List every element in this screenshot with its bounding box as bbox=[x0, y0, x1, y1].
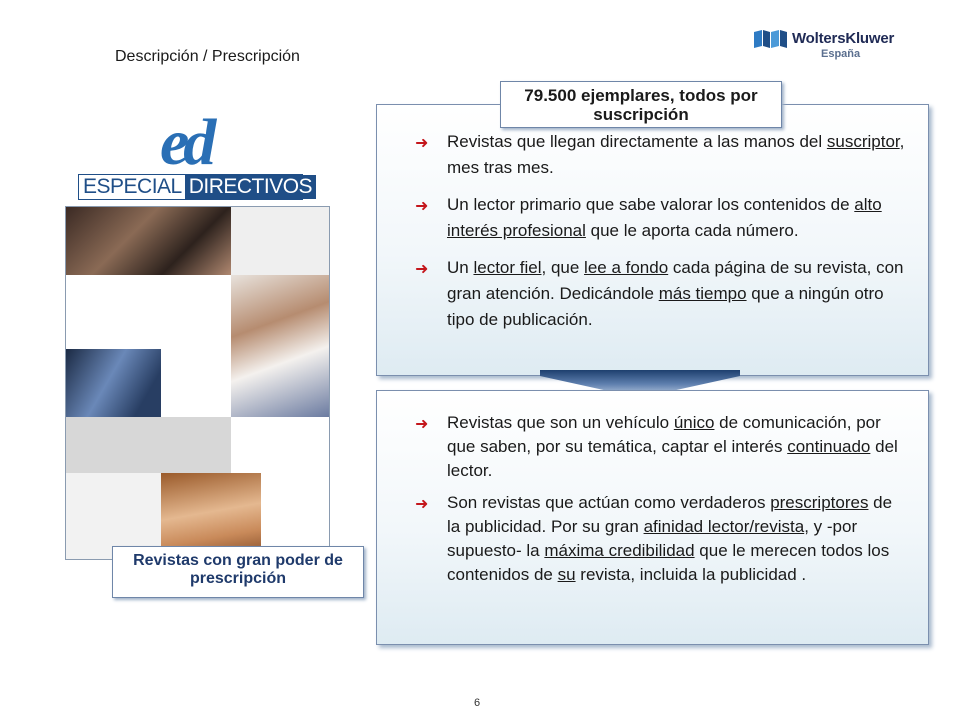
bullet-text: del lector. bbox=[447, 437, 898, 480]
bottom-bullet-list bbox=[415, 411, 910, 595]
bullet-text: revista, incluida la publicidad . bbox=[575, 565, 807, 584]
ed-logo-mark bbox=[160, 108, 232, 172]
circulation-headline: 79.500 ejemplares, todos por suscripción bbox=[500, 81, 782, 128]
bullet-text: de comunicación, por que saben, por su temática, captar el interés bbox=[447, 413, 881, 456]
especial-directivos-banner bbox=[78, 174, 313, 200]
banner-left-word: ESPECIAL bbox=[79, 175, 185, 199]
photo-crowd bbox=[66, 207, 231, 275]
red-arrow-icon: ➜ bbox=[415, 135, 429, 152]
bullet-text: que le aporta cada número. bbox=[585, 221, 799, 240]
photo-collage bbox=[65, 206, 330, 560]
bullet-item bbox=[415, 491, 910, 587]
bullet-text: Revistas que son un vehículo bbox=[447, 413, 674, 432]
underlined-phrase: más tiempo bbox=[658, 284, 747, 303]
underlined-phrase: su bbox=[557, 565, 576, 584]
photo-light-block bbox=[231, 207, 330, 275]
bullet-text: , mes tras mes. bbox=[447, 132, 905, 177]
bullet-item bbox=[415, 129, 910, 181]
bullet-text: cada página de su revista, con gran atención. Dedicándole bbox=[447, 258, 904, 303]
brand-name: WoltersKluwer bbox=[792, 30, 895, 47]
underlined-phrase: lector fiel bbox=[473, 258, 542, 277]
brand-country: España bbox=[821, 48, 861, 60]
photo-businessman bbox=[231, 275, 330, 417]
underlined-phrase: lee a fondo bbox=[584, 258, 669, 277]
bullet-text: que le merecen todos los contenidos de bbox=[447, 541, 890, 584]
top-info-panel bbox=[376, 104, 929, 376]
ed-logo-text: ed bbox=[160, 108, 211, 172]
page-title: Descripción / Prescripción bbox=[115, 48, 300, 65]
underlined-phrase: afinidad lector/revista bbox=[643, 517, 805, 536]
underlined-phrase: alto interés profesional bbox=[447, 195, 882, 240]
underlined-phrase: único bbox=[673, 413, 715, 432]
wolters-kluwer-logo bbox=[752, 28, 912, 68]
underlined-phrase: prescriptores bbox=[770, 493, 869, 512]
top-bullet-list bbox=[415, 129, 910, 344]
red-arrow-icon: ➜ bbox=[415, 416, 429, 433]
red-arrow-icon: ➜ bbox=[415, 496, 429, 513]
bullet-text: de la publicidad. Por su gran bbox=[447, 493, 893, 536]
photo-gray-block bbox=[66, 417, 231, 473]
bullet-item bbox=[415, 411, 910, 483]
underlined-phrase: máxima credibilidad bbox=[544, 541, 695, 560]
bullet-item bbox=[415, 192, 910, 244]
bullet-text: , que bbox=[541, 258, 585, 277]
page-number: 6 bbox=[474, 697, 481, 709]
red-arrow-icon: ➜ bbox=[415, 261, 429, 278]
red-arrow-icon: ➜ bbox=[415, 198, 429, 215]
bullet-item bbox=[415, 255, 910, 333]
collage-caption: Revistas con gran poder de prescripción bbox=[112, 546, 364, 598]
bullet-text: , y -por supuesto- la bbox=[447, 517, 858, 560]
book-stack-icon bbox=[752, 28, 788, 50]
bullet-text: Revistas que llegan directamente a las manos del bbox=[447, 132, 827, 151]
bottom-info-panel bbox=[376, 390, 929, 645]
bullet-text: Un lector primario que sabe valorar los contenidos de bbox=[447, 195, 855, 214]
bullet-text: Un bbox=[447, 258, 474, 277]
photo-mouse-hand bbox=[66, 349, 161, 417]
underlined-phrase: suscriptor bbox=[826, 132, 900, 151]
banner-right-word: DIRECTIVOS bbox=[185, 175, 316, 199]
underlined-phrase: continuado bbox=[787, 437, 871, 456]
bullet-text: que a ningún otro tipo de publicación. bbox=[447, 284, 884, 329]
bullet-text: Son revistas que actúan como verdaderos bbox=[447, 493, 771, 512]
